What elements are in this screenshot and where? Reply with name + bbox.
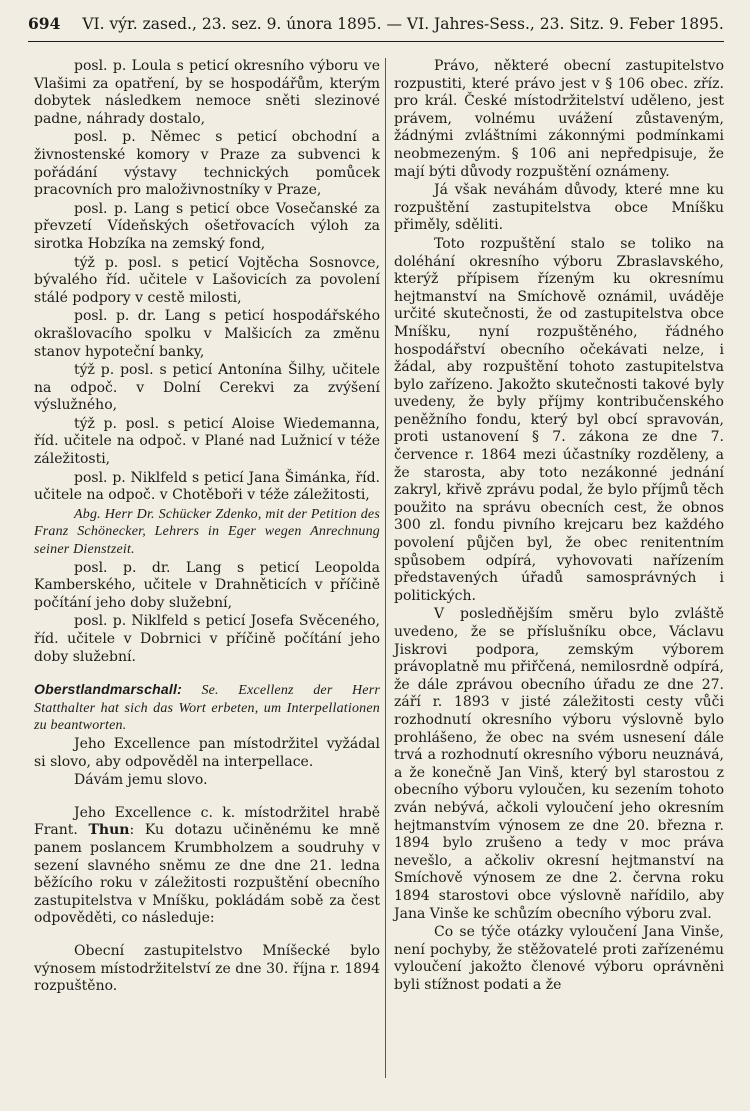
paragraph: Já však neváhám důvody, které mne ku rozpuštění zastupitelstva obce Mníšku přiměly, sděliti. (394, 182, 724, 234)
paragraph: Jeho Excellence pan místodržitel vyžádal si slovo, aby odpověděl na interpellace. (34, 735, 380, 770)
paragraph: Obecní zastupitelstvo Mníšecké bylo výnosem místodržitelství ze dne 30. října r. 1894 rozpuštěno. (34, 942, 380, 995)
paragraph: týž p. posl. s peticí Antonína Šilhy, učitele na odpoč. v Dolní Cerekvi za zvýšení výslužného, (34, 362, 380, 414)
paragraph: týž p. posl. s peticí Vojtěcha Sosnovce, bývalého říd. učitele v Lašovicích za povolení stálé podpory v cestě milosti, (34, 254, 380, 306)
paragraph: Právo, některé obecní zastupitelstvo rozpustiti, které právo jest v § 106 obec. zříz. pro král. České místodržitelství uděleno, jest právem, volnému uvážení zůstaveným, žádnými zvláštními zákonnými podmínkami neobmezeným. § 106 ani nepředpisuje, že mají býti důvody rozpuštění oznámeny. (394, 58, 724, 180)
paragraph: posl. p. Loula s peticí okresního výboru ve Vlašimi za opatření, by se hospodářům, kterým dobytek následkem nemoce sněti slezinové padne, náhrady dostalo, (34, 58, 380, 127)
speaker-text: Se. Excellenz der Herr Statthalter hat sich das Wort erbeten, um Interpellationen zu beantworten. (34, 683, 380, 734)
speaker-paragraph (34, 681, 380, 735)
left-column (34, 58, 380, 997)
paragraph: posl. p. Lang s peticí obce Vosečanské za převzetí Vídeňských ošetřovacích výloh za sirotka Hobzíka na zemský fond, (34, 200, 380, 252)
spacer (34, 791, 380, 805)
paragraph: posl. p. Němec s peticí obchodní a živnostenské komory v Praze za subvenci k pořádání výstavy technických pomůcek pracovních pro maloživnostníky v Praze, (34, 129, 380, 199)
page-header (28, 14, 724, 40)
header-title: VI. výr. zased., 23. sez. 9. února 1895. — VI. Jahres-Sess., 23. Sitz. 9. Feber 1895. (82, 15, 724, 33)
speaker-name: Thun (88, 822, 130, 839)
header-rule (28, 41, 724, 42)
paragraph: posl. p. Niklfeld s peticí Jana Šimánka, říd. učitele na odpoč. v Chotěboři v téže záležitosti, (34, 469, 380, 504)
speaker-paragraph (34, 805, 380, 928)
paragraph: V posledňějším směru bylo zvláště uvedeno, že se příslušníku obce, Václavu Jiskrovi podpora, zemským výborem právoplatně mu přiřčená, nemilosrdně odpírá, že dále zprávou obecního úřadu ze dne 27. září r. 1893 v jisté záležitosti cesty vůči rozhodnutí okresního výboru výslovně bylo prohlášeno, že obec na svém usnesení dále trvá a rozhodnutí okresního výboru neuznává, a že konečně Jan Vinš, který byl starostou z obecního výboru vyloučen, ku sezením tohoto zván nebývá, ačkoli vyloučení jeho okresním hejtmanstvím výnosem ze dne 20. března r. 1894 bylo zrušeno a tedy v moc práva nevešlo, a ačkoliv okresní hejtmanství na Smíchově výnosem ze dne 2. června roku 1894 starostovi obce výslovně nařídilo, aby Jana Vinše ke schůzím obecního výboru zval. (394, 606, 724, 922)
speaker-intro: Jeho Excellence c. k. místodržitel hrabě Frant. (34, 804, 380, 839)
paragraph: Co se týče otázky vyloučení Jana Vinše, není pochyby, že stěžovatelé proti zařízenému vyloučení jakožto členové výboru oprávněni byli stížnost podati a že (394, 924, 724, 993)
right-column (394, 58, 724, 995)
paragraph: posl. p. dr. Lang s peticí Leopolda Kamberského, učitele v Drahněticích v příčině počítání jeho doby služební, (34, 559, 380, 611)
paragraph-german: Abg. Herr Dr. Schücker Zdenko, mit der Petition des Franz Schönecker, Lehrers in Eger wegen Anrechnung seiner Dienstzeit. (34, 506, 380, 558)
speaker-text: : Ku dotazu učiněnému ke mně panem poslancem Krumbholzem a soudruhy v sezení slavného sněmu ze dne dne 21. ledna běžícího roku v záležitosti rozpuštění obecního zastupitelstva v Mníšku, pokládám sobě za čest odpověděti, co následuje: (34, 822, 381, 927)
spacer (34, 929, 380, 943)
page-number: 694 (28, 14, 61, 33)
paragraph: posl. p. Niklfeld s peticí Josefa Svěceného, říd. učitele v Dobrnici v příčině počítání jeho doby služební. (34, 613, 380, 665)
speaker-name: Oberstlandmarschall: (34, 681, 182, 698)
column-divider (385, 58, 386, 1078)
spacer (34, 667, 380, 681)
paragraph: Toto rozpuštění stalo se toliko na doléhání okresního výboru Zbraslavského, kterýž přípisem řízeným ku okresnímu hejtmanství na Smíchově oznámil, uváděje určité skutečnosti, že od zastupitelstva obce Mníšku, nyní rozpuštěného, řádného hospodářství obecního očekávati nelze, i žádal, aby rozpuštění tohoto zastupitelstva bylo zařízeno. Jakožto skutečnosti takové byly uvedeny, že byly příjmy kontribučenského peněžního fondu, který byl obcí spravován, proti ustanovení § 7. zákona ze dne 7. července r. 1864 mezi účastníky rozděleny, a že starosta, aby toto nezákonné jednání zakryl, křivě zprávu podal, že bylo příjmů těch použito na správu obecních cest, že obnos 300 zl. fondu pivního krejcaru bez každého povolení půjčen byl, že obec renitentním spůsobem odpírá, vyhovovati nařízením představených úřadů samosprávných i politických. (394, 235, 724, 604)
paragraph: Dávám jemu slovo. (74, 772, 208, 789)
paragraph: posl. p. dr. Lang s peticí hospodářského okrašlovacího spolku v Malšicích za změnu stanov hypoteční banky, (34, 308, 380, 360)
paragraph: týž p. posl. s peticí Aloise Wiedemanna, říd. učitele na odpoč. v Plané nad Lužnicí v téže záležitosti, (34, 415, 380, 468)
